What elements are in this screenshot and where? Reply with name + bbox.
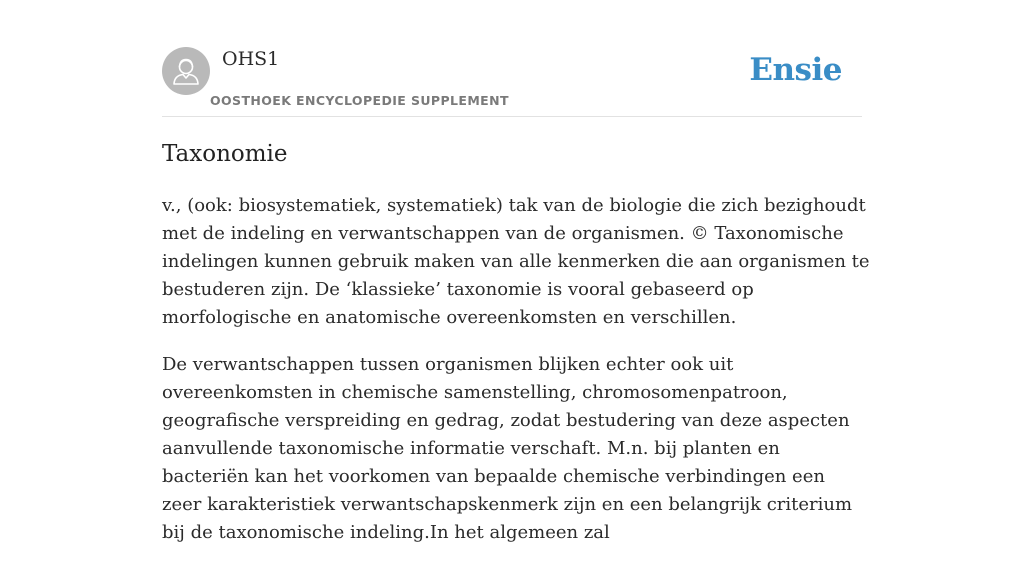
article-body [162, 192, 870, 566]
paragraph: v., (ook: biosystematiek, systematiek) tak van de biologie die zich bezighoudt met de indeling en verwantschappen van de organismen. © Taxonomische indelingen kunnen gebruik maken van alle kenmerken die aan organismen te bestuderen zijn. De ‘klassieke’ taxonomie is vooral gebaseerd op morfologische en anatomische overeenkomsten en verschillen. [162, 195, 870, 328]
source-label[interactable]: OOSTHOEK ENCYCLOPEDIE SUPPLEMENT [210, 93, 509, 108]
author-name[interactable]: OHS1 [222, 48, 280, 70]
brand-logo[interactable]: Ensie [749, 52, 842, 88]
article-header [162, 46, 862, 117]
user-icon [162, 47, 210, 95]
avatar[interactable] [162, 47, 210, 95]
paragraph: De verwantschappen tussen organismen blijken echter ook uit overeenkomsten in chemische samenstelling, chromosomenpatroon, geografische verspreiding en gedrag, zodat bestudering van deze aspecten aanvullende taxonomische informatie verschaft. M.n. bij planten en bacteriën kan het voorkomen van bepaalde chemische verbindingen een zeer karakteristiek verwantschapskenmerk zijn en een belangrijk criterium bij de taxonomische indeling.In het algemeen zal [162, 354, 853, 543]
page-title: Taxonomie [162, 141, 288, 167]
